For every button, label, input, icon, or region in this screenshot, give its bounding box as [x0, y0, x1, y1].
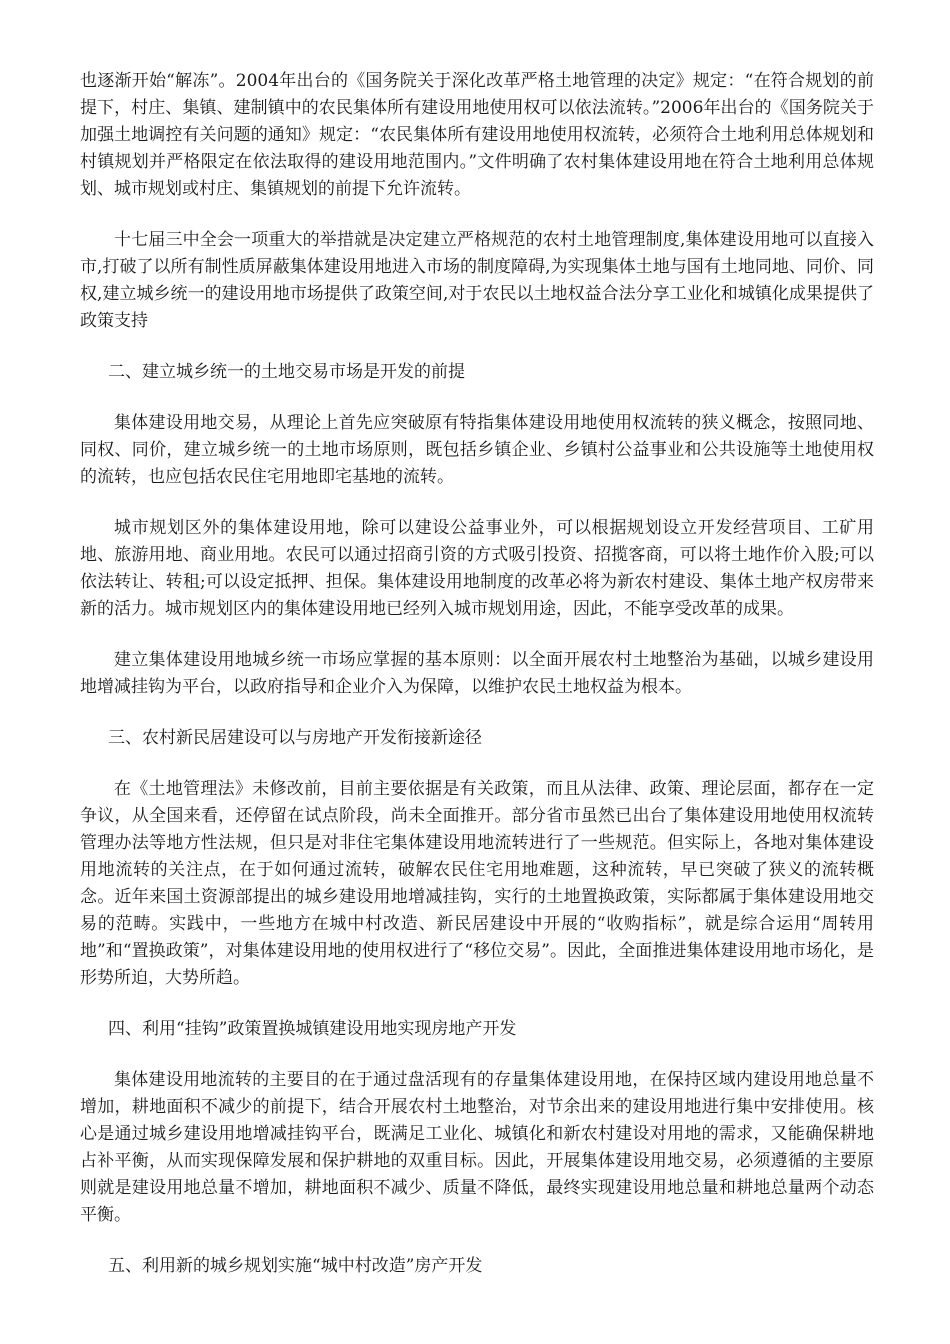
section-heading-3: 三、农村新民居建设可以与房地产开发衔接新途径: [108, 728, 482, 748]
paragraph-land-transaction: 集体建设用地交易，从理论上首先应突破原有特指集体建设用地使用权流转的狭义概念，按照同地、同权、同价，建立城乡统一的土地市场原则，既包括乡镇企业、乡镇村公益事业和公共设施等土地使用权的流转，也应包括农民住宅用地即宅基地的流转。: [80, 413, 874, 487]
section-heading-2: 二、建立城乡统一的土地交易市场是开发的前提: [108, 362, 465, 382]
paragraph-circulation-purpose: 集体建设用地流转的主要目的在于通过盘活现有的存量集体建设用地，在保持区域内建设用地总量不增加，耕地面积不减少的前提下，结合开展农村土地整治，对节余出来的建设用地进行集中安排使用。核心是通过城乡建设用地增减挂钩平台，既满足工业化、城镇化和新农村建设对用地的需求，又能确保耕地占补平衡，从而实现保障发展和保护耕地的双重目标。因此，开展集体建设用地交易，必须遵循的主要原则就是建设用地总量不增加，耕地面积不减少、质量不降低，最终实现建设用地总量和耕地总量两个动态平衡。: [80, 1070, 874, 1225]
document-body: [80, 68, 874, 1304]
paragraph-land-management-law: 在《土地管理法》未修改前，目前主要依据是有关政策，而且从法律、政策、理论层面，都存在一定争议，从全国来看，还停留在试点阶段，尚未全面推开。部分省市虽然已出台了集体建设用地使用权流转管理办法等地方性法规，但只是对非住宅集体建设用地流转进行了一些规范。但实际上，各地对集体建设用地流转的关注点，在于如何通过流转，破解农民住宅用地难题，这种流转，早已突破了狭义的流转概念。近年来国土资源部提出的城乡建设用地增减挂钩，实行的土地置换政策，实际都属于集体建设用地交易的范畴。实践中，一些地方在城中村改造、新民居建设中开展的“收购指标”，就是综合运用“周转用地”和“置换政策”，对集体建设用地的使用权进行了“移位交易”。因此，全面推进集体建设用地市场化，是形势所迫，大势所趋。: [80, 779, 874, 988]
section-heading-5: 五、利用新的城乡规划实施“城中村改造”房产开发: [108, 1256, 483, 1276]
paragraph-continuation: 也逐渐开始“解冻”。2004年出台的《国务院关于深化改革严格土地管理的决定》规定：“在符合规划的前提下，村庄、集镇、建制镇中的农民集体所有建设用地使用权可以依法流转。”2006年出台的《国务院关于加强土地调控有关问题的通知》规定：“农民集体所有建设用地使用权流转，必须符合土地利用总体规划和村镇规划并严格限定在依法取得的建设用地范围内。”文件明确了农村集体建设用地在符合土地利用总体规划、城市规划或村庄、集镇规划的前提下允许流转。: [80, 71, 874, 199]
section-heading-4: 四、利用“挂钩”政策置换城镇建设用地实现房地产开发: [108, 1019, 517, 1039]
paragraph-basic-principles: 建立集体建设用地城乡统一市场应掌握的基本原则：以全面开展农村土地整治为基础，以城乡建设用地增减挂钩为平台，以政府指导和企业介入为保障，以维护农民土地权益为根本。: [80, 650, 874, 697]
paragraph-outside-urban-planning: 城市规划区外的集体建设用地，除可以建设公益事业外，可以根据规划设立开发经营项目、工矿用地、旅游用地、商业用地。农民可以通过招商引资的方式吸引投资、招揽客商，可以将土地作价入股;可以依法转让、转租;可以设定抵押、担保。集体建设用地制度的改革必将为新农村建设、集体土地产权房带来新的活力。城市规划区内的集体建设用地已经列入城市规划用途，因此，不能享受改革的成果。: [80, 518, 874, 619]
paragraph-third-plenum: 十七届三中全会一项重大的举措就是决定建立严格规范的农村土地管理制度,集体建设用地可以直接入市,打破了以所有制性质屏蔽集体建设用地进入市场的制度障碍,为实现集体土地与国有土地同地、同价、同权,建立城乡统一的建设用地市场提供了政策空间,对于农民以土地权益合法分享工业化和城镇化成果提供了政策支持: [80, 230, 874, 331]
